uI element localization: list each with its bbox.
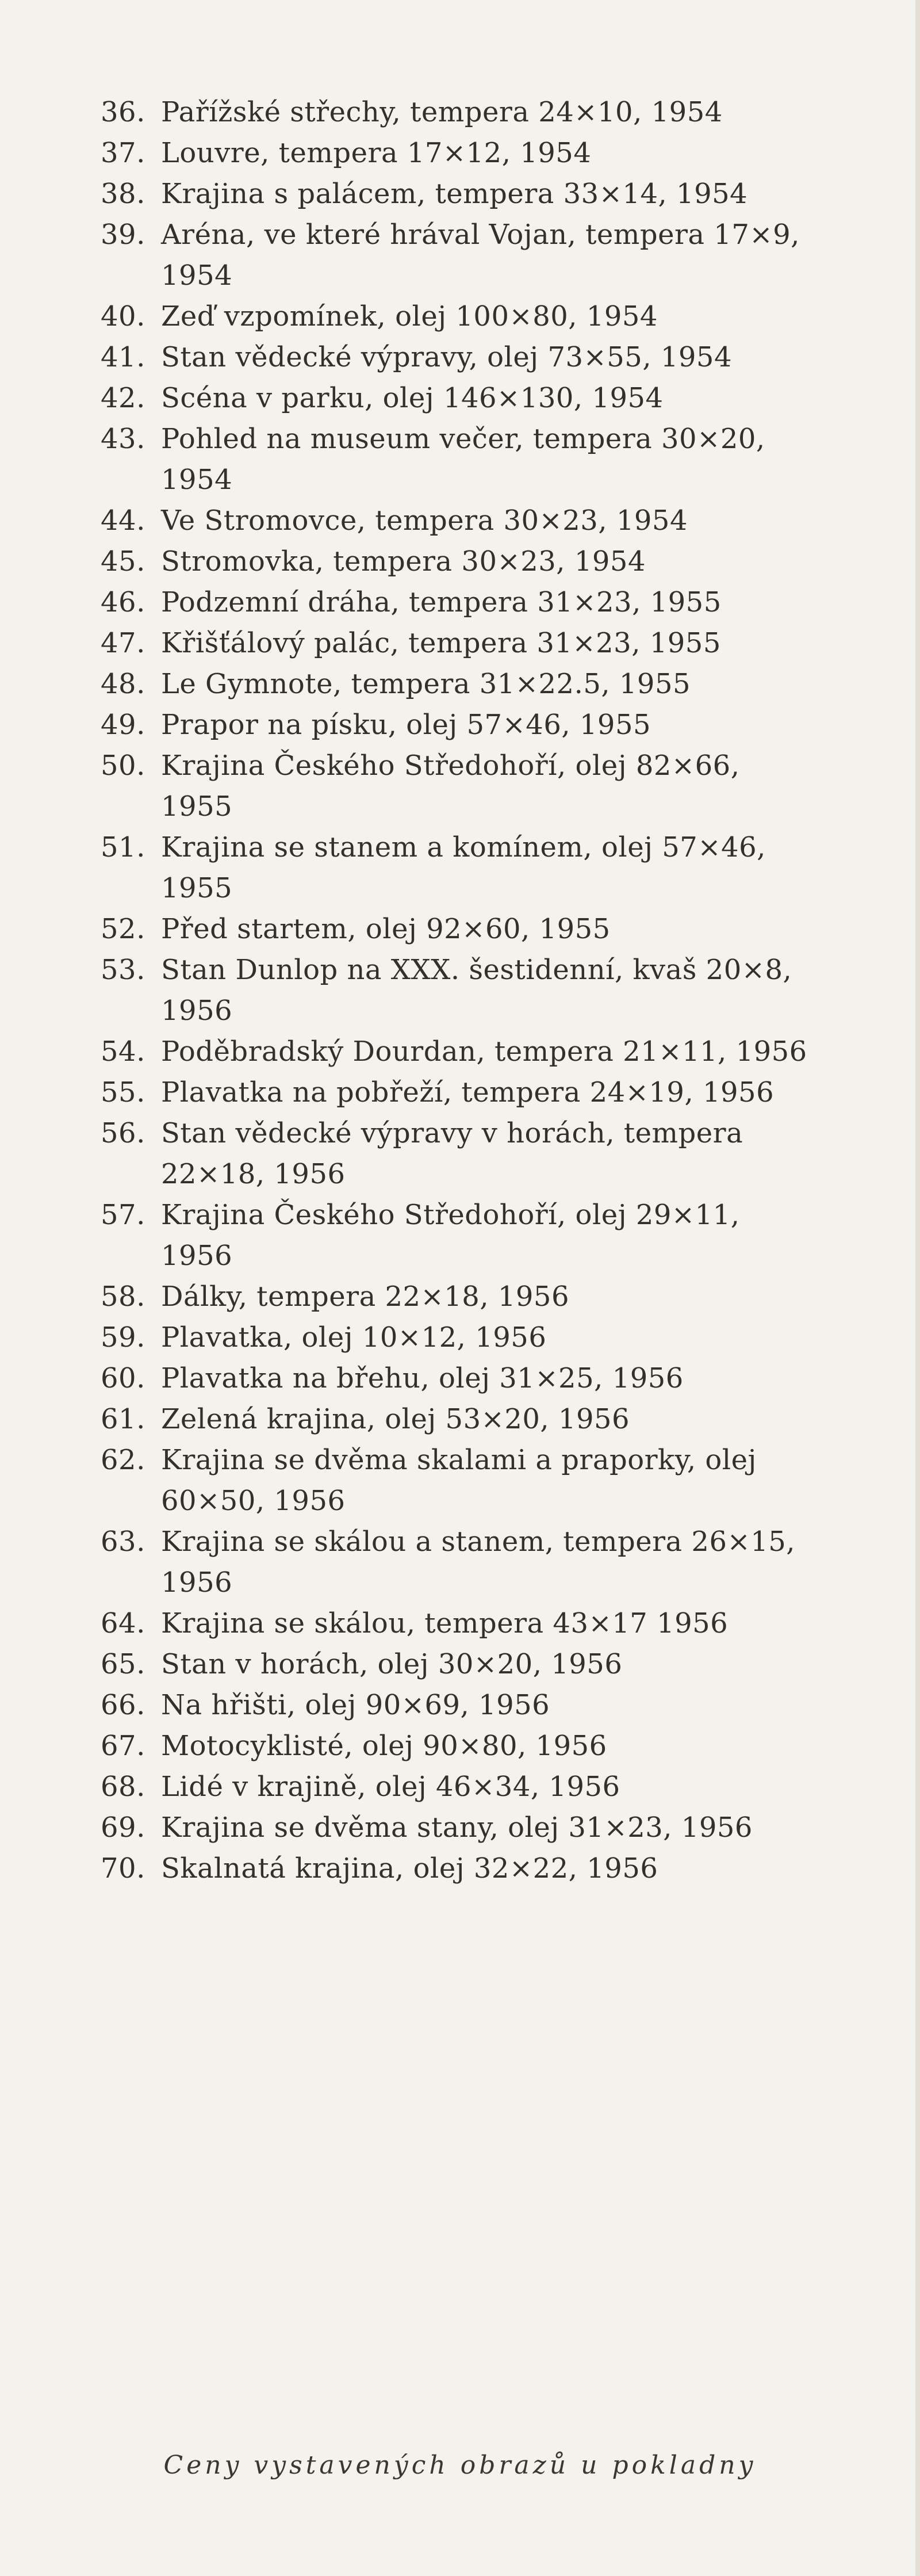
list-item [101,92,814,133]
entry-text: Stan vědecké výpravy, olej 73×55, 1954 [161,341,732,373]
list-item [101,1031,814,1072]
entry-text: Skalnatá krajina, olej 32×22, 1956 [161,1852,658,1885]
entry-number: 52. [101,913,145,945]
list-item [101,1399,814,1440]
list-item [101,378,814,419]
list-item [101,1685,814,1726]
entry-text: Krajina se skálou a stanem, tempera 26×15, 1956 [161,1526,796,1599]
entry-number: 37. [101,137,145,169]
list-item [101,623,814,664]
entry-text: Krajina s palácem, tempera 33×14, 1954 [161,178,748,210]
entry-number: 50. [101,750,145,782]
list-item [101,500,814,541]
list-item [101,1644,814,1685]
entry-number: 54. [101,1035,145,1068]
entry-number: 55. [101,1076,145,1109]
list-item [101,174,814,215]
entry-number: 65. [101,1648,145,1680]
list-item [101,1807,814,1848]
list-item [101,1440,814,1522]
list-item [101,1848,814,1889]
entry-number: 66. [101,1689,145,1721]
entry-text: Aréna, ve které hrával Vojan, tempera 17×9, 1954 [161,219,800,292]
list-item [101,582,814,623]
painting-list [101,92,814,1889]
entry-text: Louvre, tempera 17×12, 1954 [161,137,592,169]
entry-text: Dálky, tempera 22×18, 1956 [161,1281,570,1313]
list-item [101,664,814,705]
list-item [101,1317,814,1358]
entry-text: Stan vědecké výpravy v horách, tempera 22×18, 1956 [161,1117,743,1190]
entry-text: Plavatka na pobřeží, tempera 24×19, 1956 [161,1076,775,1109]
entry-number: 43. [101,423,145,455]
list-item [101,296,814,337]
entry-text: Krajina se dvěma stany, olej 31×23, 1956 [161,1811,753,1844]
entry-text: Stromovka, tempera 30×23, 1954 [161,545,646,578]
entry-text: Krajina se skálou, tempera 43×17 1956 [161,1607,729,1639]
entry-number: 41. [101,341,145,373]
entry-number: 45. [101,545,145,578]
entry-text: Krajina se dvěma skalami a praporky, olej 60×50, 1956 [161,1444,757,1517]
entry-text: Na hřišti, olej 90×69, 1956 [161,1689,550,1721]
entry-text: Křišťálový palác, tempera 31×23, 1955 [161,627,721,659]
entry-text: Pohled na museum večer, tempera 30×20, 1954 [161,423,765,496]
entry-text: Pařížské střechy, tempera 24×10, 1954 [161,96,723,128]
entry-number: 44. [101,505,145,537]
entry-text: Prapor na písku, olej 57×46, 1955 [161,709,651,741]
entry-number: 46. [101,586,145,618]
entry-text: Plavatka, olej 10×12, 1956 [161,1321,547,1354]
list-item [101,705,814,746]
entry-number: 63. [101,1526,145,1558]
entry-text: Le Gymnote, tempera 31×22.5, 1955 [161,668,691,700]
entry-text: Plavatka na břehu, olej 31×25, 1956 [161,1362,684,1394]
list-item [101,1195,814,1276]
entry-number: 59. [101,1321,145,1354]
entry-text: Scéna v parku, olej 146×130, 1954 [161,382,664,414]
entry-text: Ve Stromovce, tempera 30×23, 1954 [161,505,688,537]
list-item [101,1072,814,1113]
list-item [101,746,814,827]
entry-number: 68. [101,1771,145,1803]
list-item [101,1522,814,1603]
entry-number: 61. [101,1403,145,1435]
entry-number: 57. [101,1199,145,1231]
entry-text: Lidé v krajině, olej 46×34, 1956 [161,1771,620,1803]
entry-text: Stan v horách, olej 30×20, 1956 [161,1648,623,1680]
list-item [101,1358,814,1399]
entry-number: 36. [101,96,145,128]
entry-number: 47. [101,627,145,659]
list-item [101,909,814,950]
list-item [101,1767,814,1807]
entry-text: Stan Dunlop na XXX. šestidenní, kvaš 20×8, 1956 [161,954,792,1027]
entry-text: Krajina Českého Středohoří, olej 82×66, 1955 [161,750,740,823]
list-item [101,1603,814,1644]
entry-text: Krajina Českého Středohoří, olej 29×11, 1956 [161,1199,740,1272]
entry-number: 40. [101,300,145,332]
list-item [101,133,814,174]
entry-text: Před startem, olej 92×60, 1955 [161,913,611,945]
list-item [101,541,814,582]
entry-number: 67. [101,1730,145,1762]
entry-number: 70. [101,1852,145,1885]
entry-number: 69. [101,1811,145,1844]
entry-number: 62. [101,1444,145,1476]
list-item [101,827,814,909]
list-item [101,215,814,296]
entry-number: 49. [101,709,145,741]
list-item [101,419,814,500]
list-item [101,337,814,378]
list-item [101,1113,814,1195]
entry-number: 60. [101,1362,145,1394]
list-item [101,950,814,1031]
entry-number: 38. [101,178,145,210]
entry-text: Motocyklisté, olej 90×80, 1956 [161,1730,607,1762]
entry-number: 56. [101,1117,145,1149]
entry-number: 42. [101,382,145,414]
prices-note: Ceny vystavených obrazů u pokladny [163,2451,757,2480]
entry-number: 39. [101,219,145,251]
entry-number: 58. [101,1281,145,1313]
entry-number: 53. [101,954,145,986]
entry-number: 48. [101,668,145,700]
entry-number: 64. [101,1607,145,1639]
entry-text: Krajina se stanem a komínem, olej 57×46, 1955 [161,831,766,904]
entry-text: Podzemní dráha, tempera 31×23, 1955 [161,586,722,618]
entry-text: Zeď vzpomínek, olej 100×80, 1954 [161,300,658,332]
list-item [101,1276,814,1317]
entry-number: 51. [101,831,145,863]
list-item [101,1726,814,1767]
entry-text: Zelená krajina, olej 53×20, 1956 [161,1403,630,1435]
entry-text: Poděbradský Dourdan, tempera 21×11, 1956 [161,1035,807,1068]
